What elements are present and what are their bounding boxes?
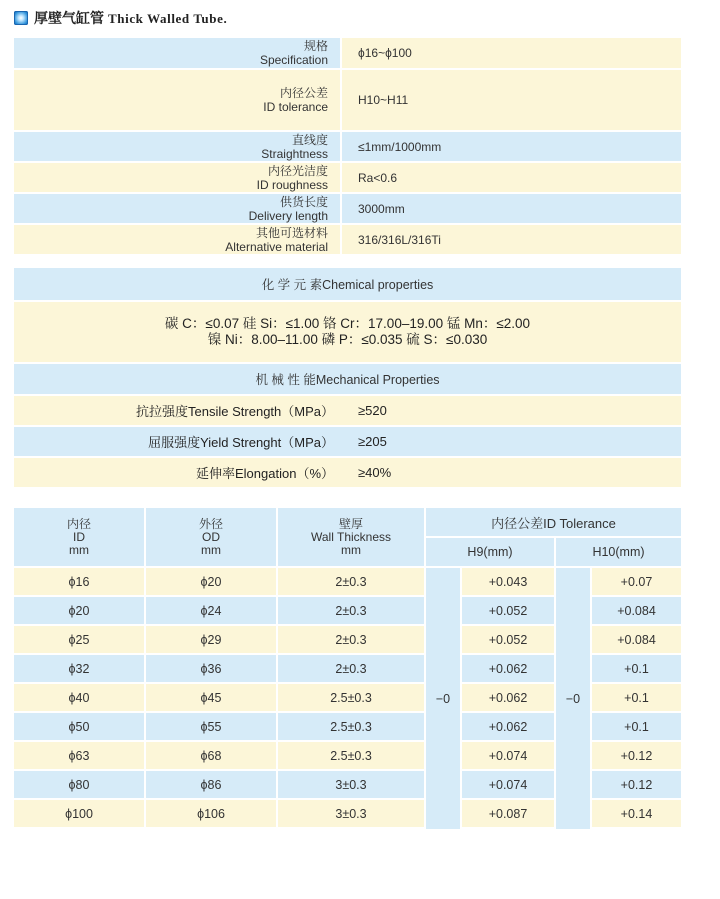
- cell-od: ϕ68: [146, 742, 276, 769]
- cell-h9-upper: +0.087: [462, 800, 554, 827]
- spec-table: [14, 38, 681, 256]
- cell-od: ϕ45: [146, 684, 276, 711]
- spec-label-cn: 直线度: [291, 132, 328, 147]
- header-od-cn: 外径: [198, 516, 223, 531]
- spec-label-en: Delivery length: [248, 208, 328, 223]
- cell-h9-upper: +0.074: [462, 742, 554, 769]
- chemical-composition: [14, 302, 681, 362]
- page-title: [34, 8, 227, 28]
- cell-h9-upper: +0.062: [462, 655, 554, 682]
- header-wall-unit: mm: [341, 542, 361, 557]
- cell-id: ϕ40: [14, 684, 144, 711]
- title-en: Thick Walled Tube.: [108, 11, 228, 26]
- cell-h10-upper: +0.1: [592, 655, 681, 682]
- cell-wall: 2±0.3: [278, 626, 424, 653]
- header-id-unit: mm: [69, 542, 89, 557]
- page-header: [14, 8, 227, 28]
- chemical-line-2: 镍 Ni：8.00–11.00 磷 P：≤0.035 硫 S：≤0.030: [207, 332, 488, 347]
- spec-value: Ra<0.6: [342, 163, 681, 192]
- h10-lower-deviation: −0: [556, 568, 590, 829]
- spec-label: [14, 163, 340, 192]
- title-cn: 厚壁气缸管: [34, 11, 104, 27]
- mechanical-label: 屈服强度Yield Strenght（MPa）: [148, 435, 334, 450]
- cell-id: ϕ16: [14, 568, 144, 595]
- cell-h10-upper: +0.084: [592, 626, 681, 653]
- mechanical-value: ≥40%: [358, 465, 392, 480]
- spec-label-en: Alternative material: [225, 239, 328, 254]
- cell-id: ϕ80: [14, 771, 144, 798]
- cell-h10-upper: +0.12: [592, 771, 681, 798]
- header-od: [146, 508, 276, 566]
- header-wall-en: Wall Thickness: [310, 529, 392, 544]
- spec-row-alternative-material: [14, 225, 681, 254]
- square-bullet-icon: [14, 11, 28, 25]
- cell-od: ϕ24: [146, 597, 276, 624]
- cell-wall: 3±0.3: [278, 771, 424, 798]
- cell-h9-upper: +0.074: [462, 771, 554, 798]
- spec-row-id-tolerance: [14, 70, 681, 130]
- spec-label: [14, 225, 340, 254]
- cell-h10-upper: +0.084: [592, 597, 681, 624]
- header-h9: H9(mm): [426, 538, 554, 566]
- spec-row-specification: [14, 38, 681, 68]
- spec-label-en: Specification: [259, 53, 328, 67]
- spec-label: [14, 194, 340, 223]
- cell-id: ϕ32: [14, 655, 144, 682]
- cell-h9-upper: +0.062: [462, 713, 554, 740]
- chemical-heading: 化 学 元 素Chemical properties: [14, 268, 681, 300]
- cell-id: ϕ100: [14, 800, 144, 827]
- spec-label-cn: 规格: [303, 39, 328, 53]
- cell-id: ϕ20: [14, 597, 144, 624]
- cell-h9-upper: +0.052: [462, 597, 554, 624]
- cell-id: ϕ63: [14, 742, 144, 769]
- header-id-cn: 内径: [66, 516, 91, 531]
- spec-label: [14, 132, 340, 161]
- header-id-en: ID: [73, 529, 85, 544]
- spec-label-en: ID roughness: [256, 177, 328, 192]
- spec-label-en: ID tolerance: [263, 100, 328, 114]
- spec-label-cn: 供货长度: [279, 194, 328, 209]
- cell-h9-upper: +0.052: [462, 626, 554, 653]
- h9-lower-deviation: −0: [426, 568, 460, 829]
- cell-h9-upper: +0.062: [462, 684, 554, 711]
- cell-wall: 2.5±0.3: [278, 684, 424, 711]
- header-wall-cn: 壁厚: [338, 516, 363, 531]
- spec-row-straightness: [14, 132, 681, 161]
- properties-section: [14, 268, 681, 487]
- cell-id: ϕ50: [14, 713, 144, 740]
- mechanical-row-tensile: [14, 396, 681, 425]
- cell-h10-upper: +0.12: [592, 742, 681, 769]
- spec-row-id-roughness: [14, 163, 681, 192]
- mechanical-label: 延伸率Elongation（%）: [196, 466, 334, 481]
- cell-od: ϕ55: [146, 713, 276, 740]
- header-od-unit: mm: [201, 542, 221, 557]
- spec-value: ϕ16~ϕ100: [342, 38, 681, 68]
- cell-wall: 2.5±0.3: [278, 713, 424, 740]
- spec-label: [14, 38, 340, 68]
- mechanical-value: ≥520: [358, 403, 387, 418]
- header-wall: [278, 508, 424, 566]
- header-id: [14, 508, 144, 566]
- header-od-en: OD: [202, 529, 220, 544]
- cell-wall: 3±0.3: [278, 800, 424, 827]
- spec-value: 3000mm: [342, 194, 681, 223]
- mechanical-heading: 机 械 性 能Mechanical Properties: [14, 364, 681, 394]
- cell-od: ϕ106: [146, 800, 276, 827]
- cell-id: ϕ25: [14, 626, 144, 653]
- cell-wall: 2±0.3: [278, 568, 424, 595]
- cell-od: ϕ86: [146, 771, 276, 798]
- spec-row-delivery-length: [14, 194, 681, 223]
- cell-h10-upper: +0.1: [592, 713, 681, 740]
- spec-label-cn: 内径光洁度: [267, 163, 328, 178]
- cell-od: ϕ20: [146, 568, 276, 595]
- spec-value: ≤1mm/1000mm: [342, 132, 681, 161]
- header-h10: H10(mm): [556, 538, 681, 566]
- mechanical-value: ≥205: [358, 434, 387, 449]
- mechanical-label: 抗拉强度Tensile Strength（MPa）: [136, 404, 334, 419]
- cell-wall: 2±0.3: [278, 597, 424, 624]
- chemical-line-1: 碳 C：≤0.07 硅 Si：≤1.00 铬 Cr：17.00–19.00 锰 Mn：≤2.00: [164, 316, 531, 331]
- header-tolerance: 内径公差ID Tolerance: [426, 508, 681, 536]
- spec-label-cn: 内径公差: [279, 86, 328, 100]
- cell-h10-upper: +0.1: [592, 684, 681, 711]
- cell-wall: 2±0.3: [278, 655, 424, 682]
- cell-od: ϕ29: [146, 626, 276, 653]
- cell-h10-upper: +0.14: [592, 800, 681, 827]
- mechanical-row-yield: [14, 427, 681, 456]
- cell-h9-upper: +0.043: [462, 568, 554, 595]
- cell-od: ϕ36: [146, 655, 276, 682]
- dimension-table: [14, 508, 681, 829]
- spec-value: H10~H11: [342, 70, 681, 130]
- spec-value: 316/316L/316Ti: [342, 225, 681, 254]
- spec-label: [14, 70, 340, 130]
- cell-wall: 2.5±0.3: [278, 742, 424, 769]
- mechanical-row-elongation: [14, 458, 681, 487]
- cell-h10-upper: +0.07: [592, 568, 681, 595]
- spec-label-en: Straightness: [261, 146, 328, 161]
- spec-label-cn: 其他可选材料: [255, 225, 328, 240]
